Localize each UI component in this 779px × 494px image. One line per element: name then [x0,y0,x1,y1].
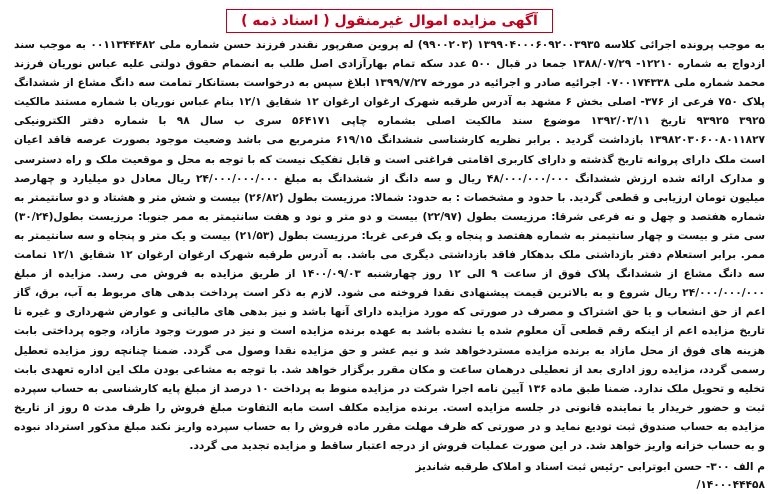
notice-body-text: به موجب پرونده اجرائی کلاسه ۱۳۹۹۰۴۰۰۰۶۰۹۲۰۰۳۹۳۵ (۹۹۰۰۲۰۳) له پروین صفرپور نقندر فرزند حسن شماره ملی ۰۰۱۱۳۴۴۴۸۲ به موجب سند ازدواج به شماره ۱۲۲۱۰- ۱۳۸۸/۰۷/۲۹ جمعا در قبال ۵۰۰ عدد سکه تمام بهارآزادی اصل طلب به انضمام حقوق دولتی علیه عباس نوریان فرزند محمد شماره ملی ۰۷۰۰۱۷۴۳۳۸ اجرائیه صادر و اجرائیه در مورخه ۱۳۹۹/۷/۲۷ ابلاغ سپس به درخواست بستانکار تمامت سه دانگ مشاع از ششدانگ پلاک ۷۵۰ فرعی از ۳۷۶- اصلی بخش ۶ مشهد به آدرس طرقبه شهرک ارغوان ارغوان ۱۲ شقایق ۱۲/۱ بنام عباس نوریان با شماره مستند مالکیت ۳۹۲۵ ۹۳۹۲۵ تاریخ ۱۳۹۲/۰۳/۱۱ موضوع سند مالکیت اصلی بشماره چاپی ۵۶۴۱۷۱ سری ب سال ۹۸ با شماره دفتر الکترونیکی ۱۳۹۸۲۰۳۰۶۰۰۸۰۱۱۸۲۷ بازداشت گردید . برابر نظریه کارشناسی ششدانگ ۶۱۹/۱۵ مترمربع می باشد وضعیت موجود بصورت عرصه فاقد اعیان است ملک دارای پروانه تاریخ گذشته و دارای کاربری اقامتی فراغتی است و قابل تفکیک نیست که با توجه به محل و موقعیت ملک و راه دسترسی و مدارک ارائه شده ارزش ششدانگ ۴۸/۰۰۰/۰۰۰/۰۰۰ ریال و سه دانگ از ششدانگ به مبلغ ۲۴/۰۰۰/۰۰۰/۰۰۰ ریال معادل دو میلیارد و چهارصد میلیون تومان ارزیابی و قطعی گردید. با حدود و مشخصات : به حدود: شمالا: مرزیست بطول (۲۶/۸۲) بیست و شش متر و هشتاد و دو سانتیمتر به شماره هفتصد و چهل و نه فرعی شرقا: مرزیست بطول (۲۲/۹۷) بیست و دو متر و نود و هفت سانتیمتر به ممر جنوبا: مرزیست بطول(۳۰/۲۴) سی متر و بیست و چهار سانتیمتر به شماره هفتصد و پنجاه و یک فرعی غربا: مرزیست بطول (۲۱/۵۳) بیست و یک متر و پنجاه و سه سانتیمتر به ممر. برابر استعلام دفتر بازداشتی ملک بدهکار فاقد بازداشتی دیگری می باشد. به آدرس طرقبه شهرک ارغوان ارغوان ۱۲ شقایق ۱۲/۱ تمامت سه دانگ مشاع از ششدانگ پلاک فوق از ساعت ۹ الی ۱۲ روز چهارشنبه ۱۴۰۰/۰۹/۰۳ از طریق مزایده به فروش می رسد. مزایده از مبلغ ۲۴/۰۰۰/۰۰۰/۰۰۰ ریال شروع و به بالاترین قیمت پیشنهادی نقدا فروخته می شود. لازم به ذکر است پرداخت بدهی های مربوط به آب، برق، گاز اعم از حق انشعاب و یا حق اشتراک و مصرف در صورتی که مورد مزایده دارای آنها باشد و نیز بدهی های مالیاتی و عوارض شهرداری و غیره تا تاریخ مزایده اعم از اینکه رقم قطعی آن معلوم شده یا نشده باشد به عهده برنده مزایده است و نیز در صورت وجود مازاد، وجوه پرداختی بابت هزینه های فوق از محل مازاد به برنده مزایده مستردخواهد شد و نیم عشر و حق مزایده نقدا وصول می گردد. ضمنا چنانچه روز مزایده تعطیل رسمی گردد، مزایده روز اداری بعد از تعطیلی درهمان ساعت و مکان مقرر برگزار خواهد شد. با توجه به مشاعی بودن ملک این اداره تعهدی بابت تخلیه و تحویل ملک ندارد. ضمنا طبق ماده ۱۳۶ آیین نامه اجرا شرکت در مزایده منوط به پرداخت ۱۰ درصد از مبلغ پایه کارشناسی به حساب سپرده ثبت و حضور خریدار یا نماینده قانونی در جلسه مزایده است. برنده مزایده مکلف است مابه التفاوت مبلغ فروش را ظرف مدت ۵ روز از تاریخ مزایده به حساب صندوق ثبت تودیع نماید و در صورتی که ظرف مهلت مقرر ماده فروش را به حساب سپرده واریز نکند مبلغ مذکور استرداد نبوده و به حساب خزانه واریز خواهد شد. در این صورت عملیات فروش از درجه اعتبار ساقط و مزایده تجدید می گردد. [14,39,766,452]
footer-reference: م الف ۳۰۰- حسن ابوترابی -رئیس ثبت اسناد و املاک طرقبه شاندیز [415,461,765,474]
notice-body [14,36,765,456]
title-container [14,8,765,32]
footer-code: ۱۴۰۰۰۴۴۴۵۸/ [696,479,765,492]
notice-title: آگهی مزایده اموال غیرمنقول ( اسناد ذمه ) [226,9,553,33]
